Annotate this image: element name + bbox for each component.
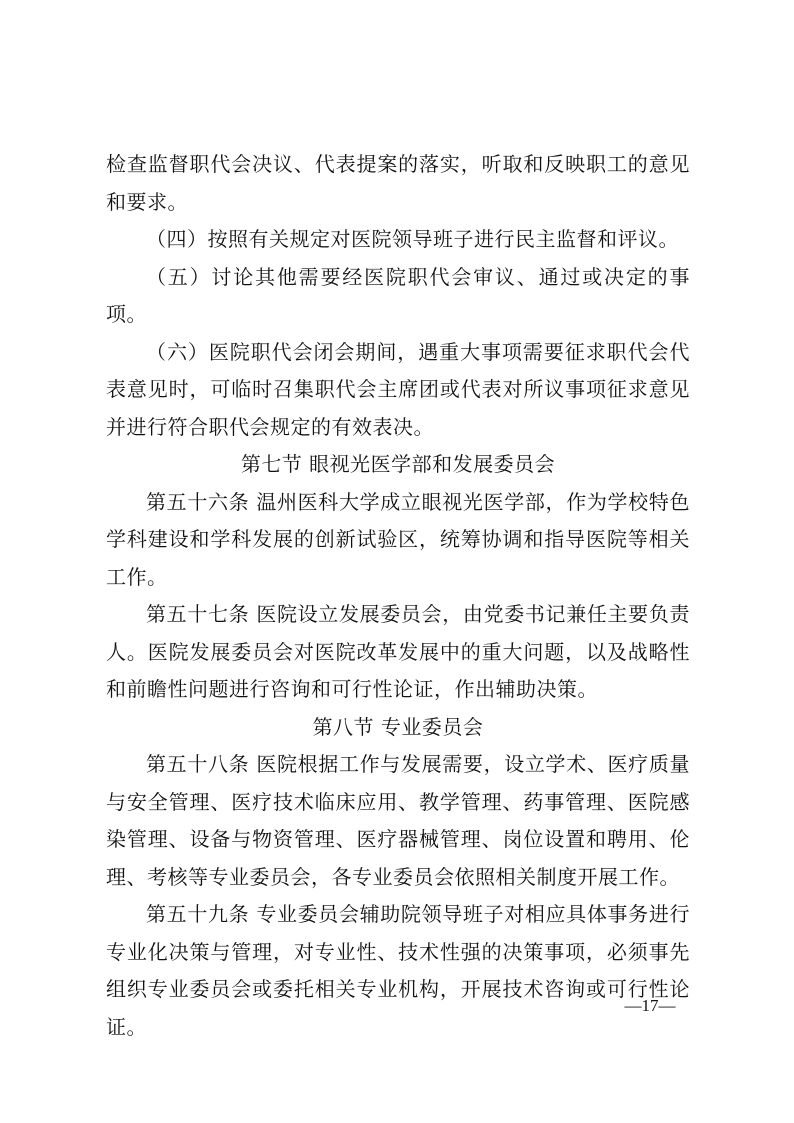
- article-59: 第五十九条 专业委员会辅助院领导班子对相应具体事务进行专业化决策与管理，对专业性、技术性强的决策事项，必须事先组织专业委员会或委托相关专业机构，开展技术咨询或可行性论证。: [106, 902, 690, 1039]
- page-number: —17—: [624, 996, 676, 1015]
- section-heading-8: 第八节 专业委员会: [312, 714, 484, 739]
- paragraph-item-4: （四）按照有关规定对医院领导班子进行民主监督和评议。: [146, 227, 679, 251]
- paragraph-continuation: 检查监督职代会决议、代表提案的落实，听取和反映职工的意见和要求。: [106, 152, 690, 214]
- article-58: 第五十八条 医院根据工作与发展需要，设立学术、医疗质量与安全管理、医疗技术临床应用、教学管理、药事管理、医院感染管理、设备与物资管理、医疗器械管理、岗位设置和聘用、伦理、考核等专业委员会，各专业委员会依照相关制度开展工作。: [106, 752, 690, 889]
- article-57: 第五十七条 医院设立发展委员会，由党委书记兼任主要负责人。医院发展委员会对医院改革发展中的重大问题，以及战略性和前瞻性问题进行咨询和可行性论证，作出辅助决策。: [106, 602, 690, 701]
- document-body: [106, 146, 690, 1046]
- paragraph-item-6: （六）医院职代会闭会期间，遇重大事项需要征求职代会代表意见时，可临时召集职代会主席团或代表对所议事项征求意见并进行符合职代会规定的有效表决。: [106, 339, 690, 439]
- article-56: 第五十六条 温州医科大学成立眼视光医学部，作为学校特色学科建设和学科发展的创新试验区，统筹协调和指导医院等相关工作。: [106, 489, 690, 589]
- section-heading-7: 第七节 眼视光医学部和发展委员会: [240, 452, 556, 476]
- paragraph-item-5: （五）讨论其他需要经医院职代会审议、通过或决定的事项。: [106, 264, 690, 326]
